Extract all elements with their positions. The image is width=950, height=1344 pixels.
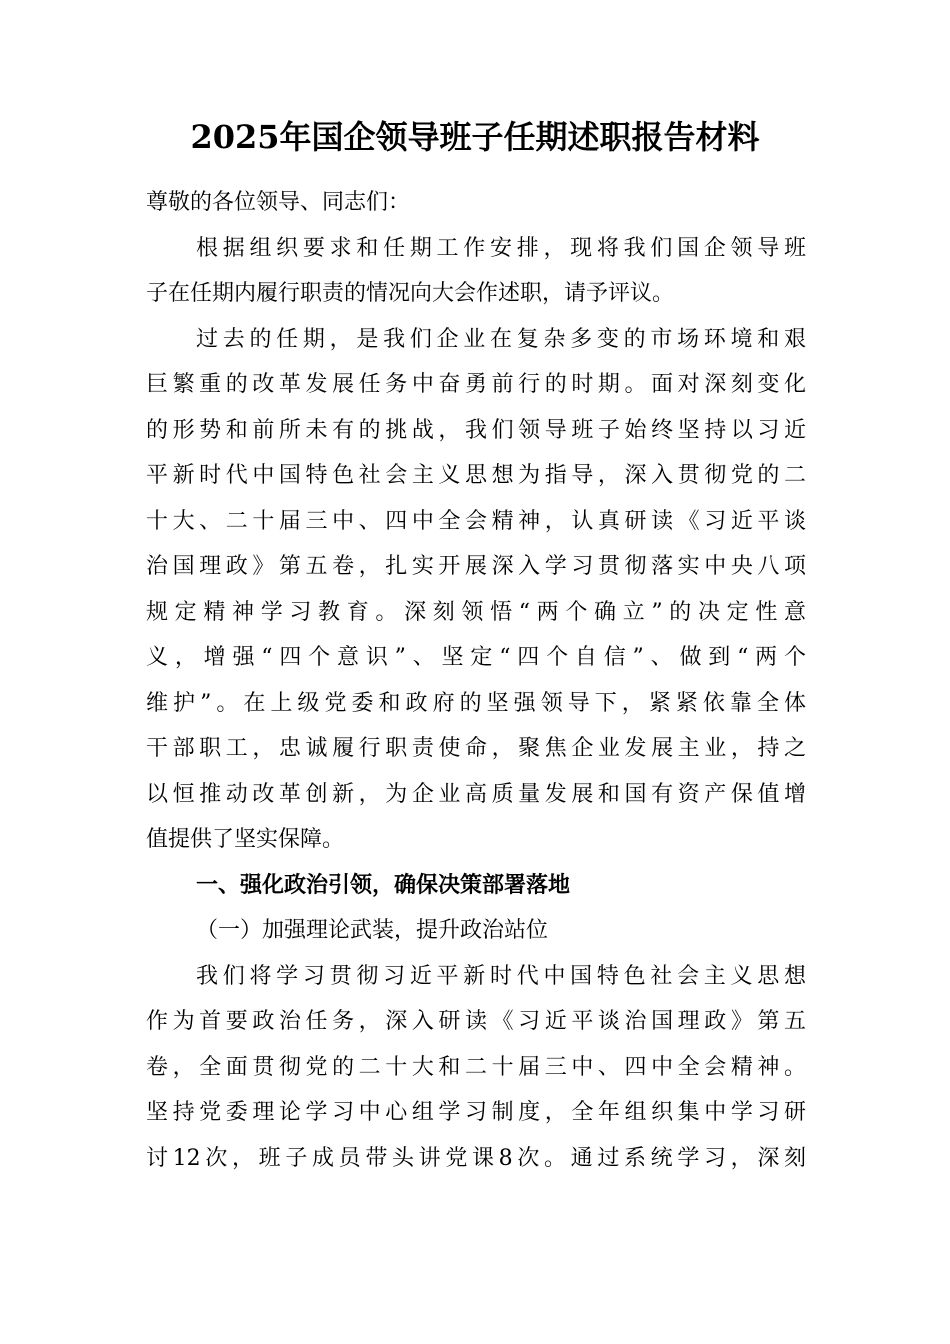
paragraph-line: 作为首要政治任务，深入研读《习近平谈治国理政》第五 <box>146 1009 806 1034</box>
paragraph-line: 我们将学习贯彻习近平新时代中国特色社会主义思想 <box>196 963 806 989</box>
paragraph-line: 干部职工，忠诚履行职责使命，聚焦企业发展主业，持之 <box>146 736 806 761</box>
paragraph-intro <box>146 226 806 317</box>
paragraph-line: 子在任期内履行职责的情况向大会作述职，请予评议。 <box>146 281 675 306</box>
paragraph-line: 值提供了坚实保障。 <box>146 827 345 852</box>
paragraph-line: 坚持党委理论学习中心组学习制度，全年组织集中学习研 <box>146 1100 806 1125</box>
paragraph-line: 治国理政》第五卷，扎实开展深入学习贯彻落实中央八项 <box>146 554 806 579</box>
paragraph-overview <box>146 317 806 863</box>
paragraph-line: 讨12次，班子成员带头讲党课8次。通过系统学习，深刻 <box>146 1145 806 1171</box>
document-title: 2025年国企领导班子任期述职报告材料 <box>190 118 760 156</box>
paragraph-line: 规定精神学习教育。深刻领悟“两个确立”的决定性意 <box>146 599 806 625</box>
paragraph-line: 过去的任期，是我们企业在复杂多变的市场环境和艰 <box>196 326 806 352</box>
paragraph-line: 巨繁重的改革发展任务中奋勇前行的时期。面对深刻变化 <box>146 372 806 397</box>
paragraph-line: 平新时代中国特色社会主义思想为指导，深入贯彻党的二 <box>146 463 806 488</box>
paragraph-line: 以恒推动改革创新，为企业高质量发展和国有资产保值增 <box>146 781 806 807</box>
paragraph-line: 的形势和前所未有的挑战，我们领导班子始终坚持以习近 <box>146 417 806 443</box>
paragraph-line: 根据组织要求和任期工作安排，现将我们国企领导班 <box>196 235 806 261</box>
greeting-line: 尊敬的各位领导、同志们： <box>146 190 411 215</box>
paragraph-line: 十大、二十届三中、四中全会精神，认真研读《习近平谈 <box>146 508 806 534</box>
paragraph-theory-study <box>146 954 806 1182</box>
paragraph-line: 义，增强“四个意识”、坚定“四个自信”、做到“两个 <box>146 645 806 670</box>
section-heading: 一、强化政治引领，确保决策部署落地 <box>196 872 571 898</box>
document-body <box>146 180 806 1181</box>
paragraph-line: 卷，全面贯彻党的二十大和二十届三中、四中全会精神。 <box>146 1054 806 1080</box>
subsection-heading: （一）加强理论武装，提升政治站位 <box>196 918 549 943</box>
paragraph-line: 维护”。在上级党委和政府的坚强领导下，紧紧依靠全体 <box>146 690 806 716</box>
